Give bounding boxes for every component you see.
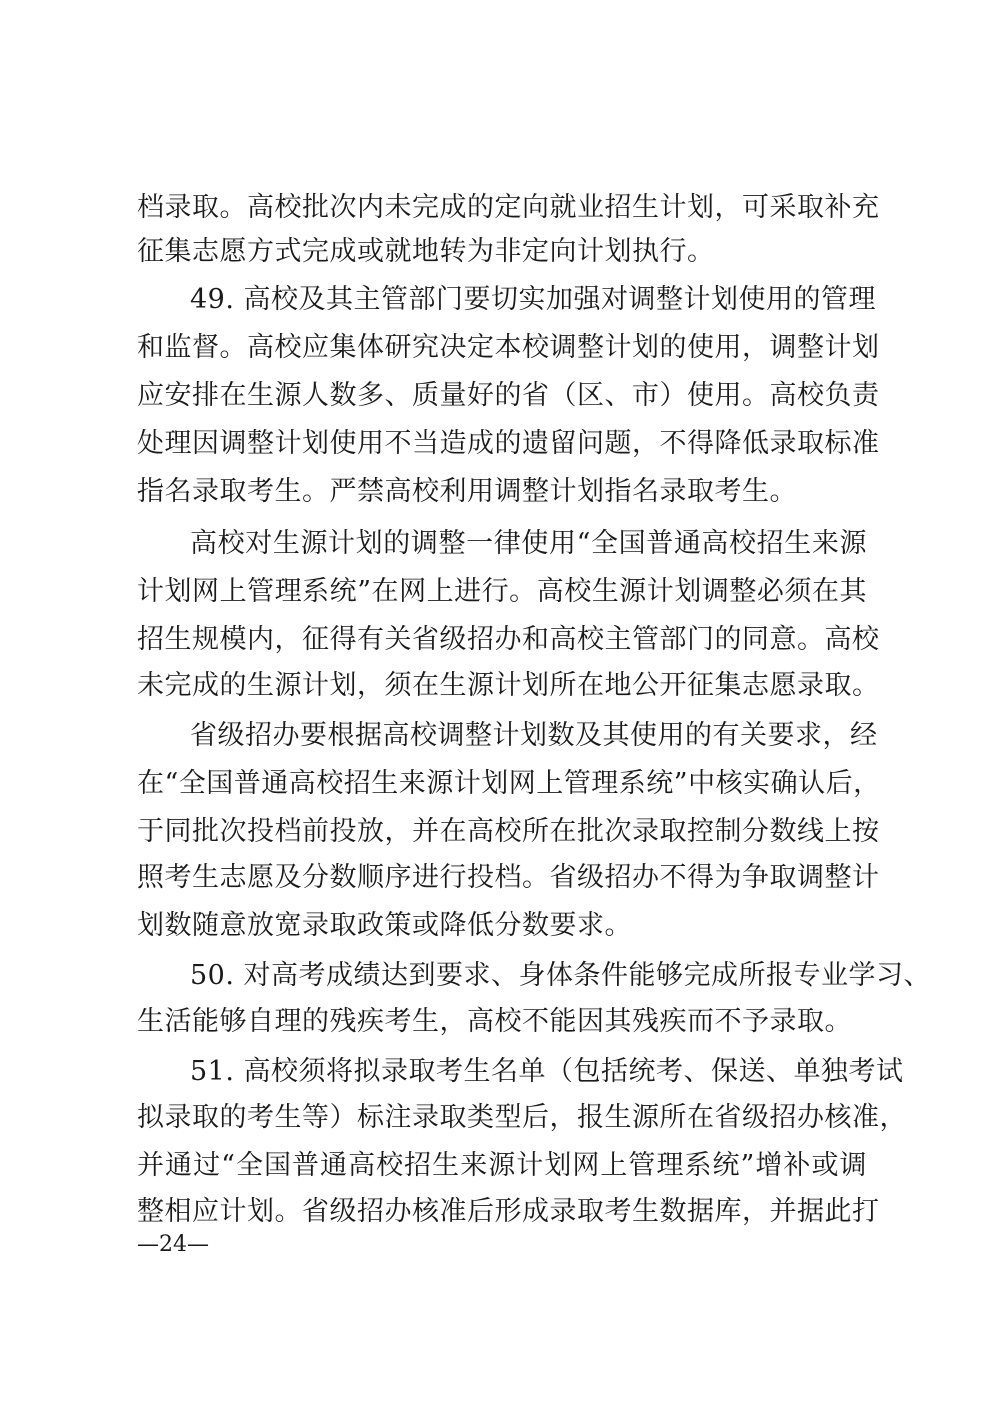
text-line: 50. 对高考成绩达到要求、身体条件能够完成所报专业学习、 [190, 960, 932, 991]
text-line: 省级招办要根据高校调整计划数及其使用的有关要求，经 [190, 720, 878, 751]
text-line: 生活能够自理的残疾考生，高校不能因其残疾而不予录取。 [137, 1006, 852, 1037]
text-line: 于同批次投档前投放，并在高校所在批次录取控制分数线上按 [137, 816, 880, 847]
text-line: 划数随意放宽录取政策或降低分数要求。 [137, 910, 632, 941]
text-line: 处理因调整计划使用不当造成的遗留问题，不得降低录取标准 [137, 428, 880, 459]
text-line: 征集志愿方式完成或就地转为非定向计划执行。 [137, 236, 715, 267]
text-line: 在“全国普通高校招生来源计划网上管理系统”中核实确认后， [137, 768, 881, 799]
text-line: 51. 高校须将拟录取考生名单（包括统考、保送、单独考试 [190, 1056, 904, 1087]
page-number: —24— [137, 1232, 209, 1257]
text-line: 未完成的生源计划，须在生源计划所在地公开征集志愿录取。 [137, 670, 880, 701]
text-line: 招生规模内，征得有关省级招办和高校主管部门的同意。高校 [137, 624, 880, 655]
text-line: 拟录取的考生等）标注录取类型后，报生源所在省级招办核准， [137, 1102, 907, 1133]
text-line: 整相应计划。省级招办核准后形成录取考生数据库，并据此打 [137, 1196, 880, 1227]
text-line: 49. 高校及其主管部门要切实加强对调整计划使用的管理 [190, 284, 877, 315]
text-line: 照考生志愿及分数顺序进行投档。省级招办不得为争取调整计 [137, 862, 880, 893]
text-line: 指名录取考生。严禁高校利用调整计划指名录取考生。 [137, 476, 797, 507]
text-line: 和监督。高校应集体研究决定本校调整计划的使用，调整计划 [137, 332, 880, 363]
text-line: 档录取。高校批次内未完成的定向就业招生计划，可采取补充 [137, 192, 880, 223]
text-line: 高校对生源计划的调整一律使用“全国普通高校招生来源 [190, 528, 867, 559]
text-line: 并通过“全国普通高校招生来源计划网上管理系统”增补或调 [137, 1150, 867, 1181]
text-line: 应安排在生源人数多、质量好的省（区、市）使用。高校负责 [137, 380, 880, 411]
text-line: 计划网上管理系统”在网上进行。高校生源计划调整必须在其 [137, 576, 867, 607]
